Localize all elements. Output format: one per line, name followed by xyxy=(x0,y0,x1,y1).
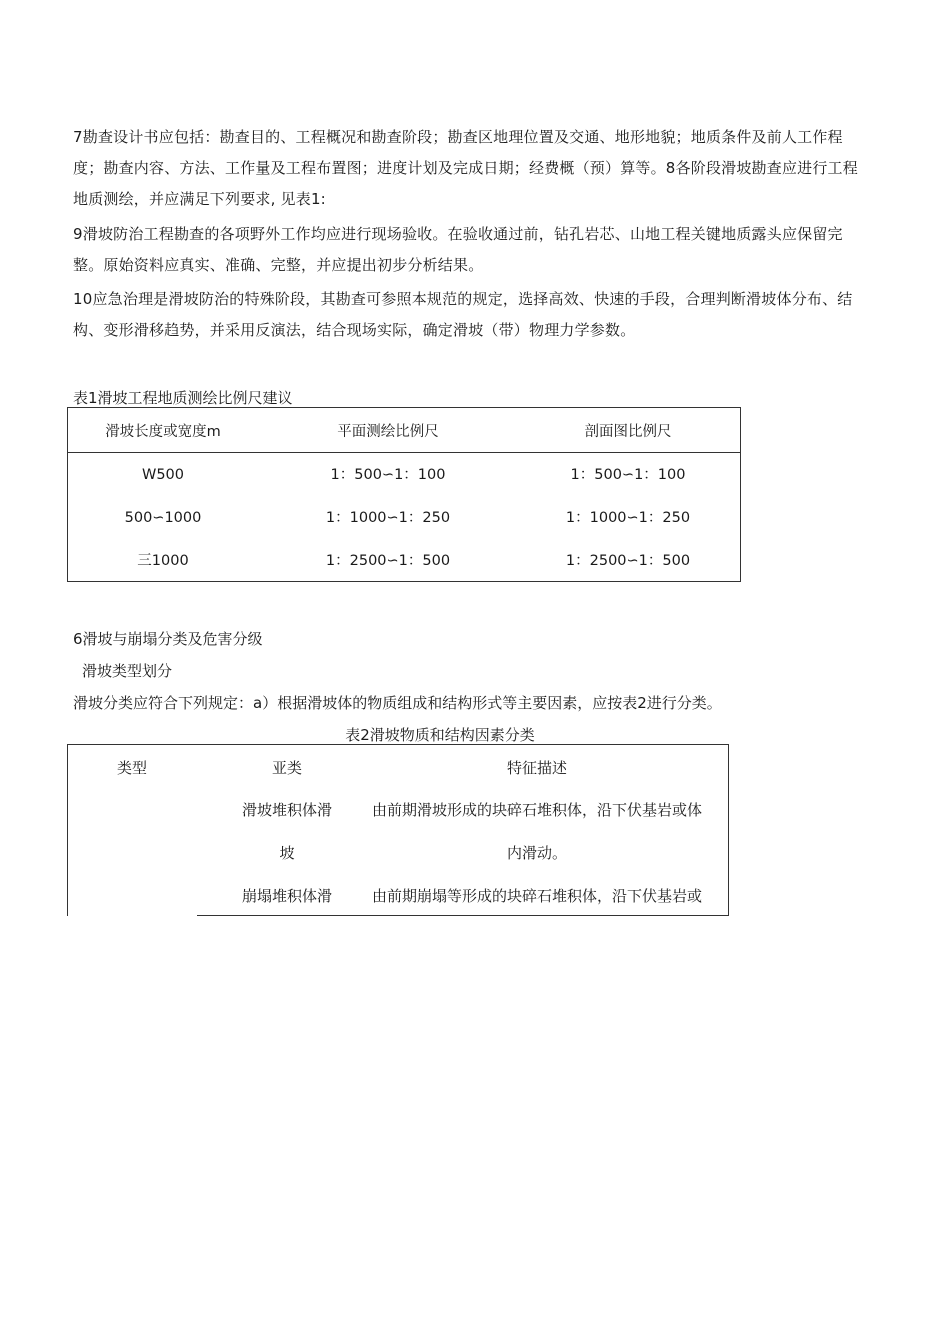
table1-r1-c3: 1：500∽1：100 xyxy=(570,467,686,483)
table1-header-col3: 剖面图比例尺 xyxy=(584,424,672,440)
table1-r2-c1: 500∽1000 xyxy=(124,510,202,526)
table1-r3-c1: 三1000 xyxy=(137,553,189,569)
table2-r1-desc-line1: 由前期滑坡形成的块碎石堆积体，沿下伏基岩或体 xyxy=(371,801,702,819)
table1-r2-c2: 1：1000∽1：250 xyxy=(325,510,451,526)
table1-header-divider xyxy=(68,452,740,453)
table1-header-col2: 平面测绘比例尺 xyxy=(337,424,439,440)
table2 xyxy=(67,744,729,916)
table1-caption: 表1滑坡工程地质测绘比例尺建议 xyxy=(73,389,293,407)
table2-r1-desc-line2: 内滑动。 xyxy=(506,844,567,862)
table2-r1-subtype-line1: 滑坡堆积体滑 xyxy=(241,801,332,819)
table1-r3-c3: 1：2500∽1：500 xyxy=(565,553,691,569)
paragraph-10: 10应急治理是滑坡防治的特殊阶段，其勘查可参照本规范的规定，选择高效、快速的手段，合理判断滑坡体分布、结构、变形滑移趋势，并采用反演法，结合现场实际，确定滑坡（带）物理力学参数。 xyxy=(73,290,853,339)
table1 xyxy=(67,407,741,582)
section-subheading: 滑坡类型划分 xyxy=(82,662,173,680)
table2-caption: 表2滑坡物质和结构因素分类 xyxy=(345,726,535,744)
table2-header-desc: 特征描述 xyxy=(506,759,567,777)
paragraph-7-8: 7勘查设计书应包括：勘查目的、工程概况和勘查阶段；勘查区地理位置及交通、地形地貌；地质条件及前人工作程度；勘查内容、方法、工作量及工程布置图；进度计划及完成日期；经费概（预）算等。8各阶段滑坡勘查应进行工程地质测绘，并应满足下列要求, 见表1: xyxy=(73,128,858,208)
table2-header-subtype: 亚类 xyxy=(271,759,302,777)
table2-r2-desc-line1: 由前期崩塌等形成的块碎石堆积体，沿下伏基岩或 xyxy=(371,887,702,905)
table2-r2-subtype-line1: 崩塌堆积体滑 xyxy=(241,887,332,905)
section-text: 滑坡分类应符合下列规定：a）根据滑坡体的物质组成和结构形式等主要因素，应按表2进行分类。 xyxy=(73,694,722,712)
table2-r1-subtype-line2: 坡 xyxy=(279,844,295,862)
section-heading: 6滑坡与崩塌分类及危害分级 xyxy=(73,630,263,648)
paragraph-9: 9滑坡防治工程勘查的各项野外工作均应进行现场验收。在验收通过前，钻孔岩芯、山地工程关键地质露头应保留完整。原始资料应真实、准确、完整，并应提出初步分析结果。 xyxy=(73,225,843,274)
table2-bottom-border xyxy=(197,915,729,916)
table2-left-border xyxy=(67,744,68,916)
table2-right-border xyxy=(728,744,729,916)
table1-header-col1: 滑坡长度或宽度m xyxy=(105,424,221,440)
table2-header-type: 类型 xyxy=(116,759,147,777)
table1-r1-c1: W500 xyxy=(141,467,184,483)
table2-top-border xyxy=(67,744,729,745)
table1-r3-c2: 1：2500∽1：500 xyxy=(325,553,451,569)
table1-r2-c3: 1：1000∽1：250 xyxy=(565,510,691,526)
table1-r1-c2: 1：500∽1：100 xyxy=(330,467,446,483)
